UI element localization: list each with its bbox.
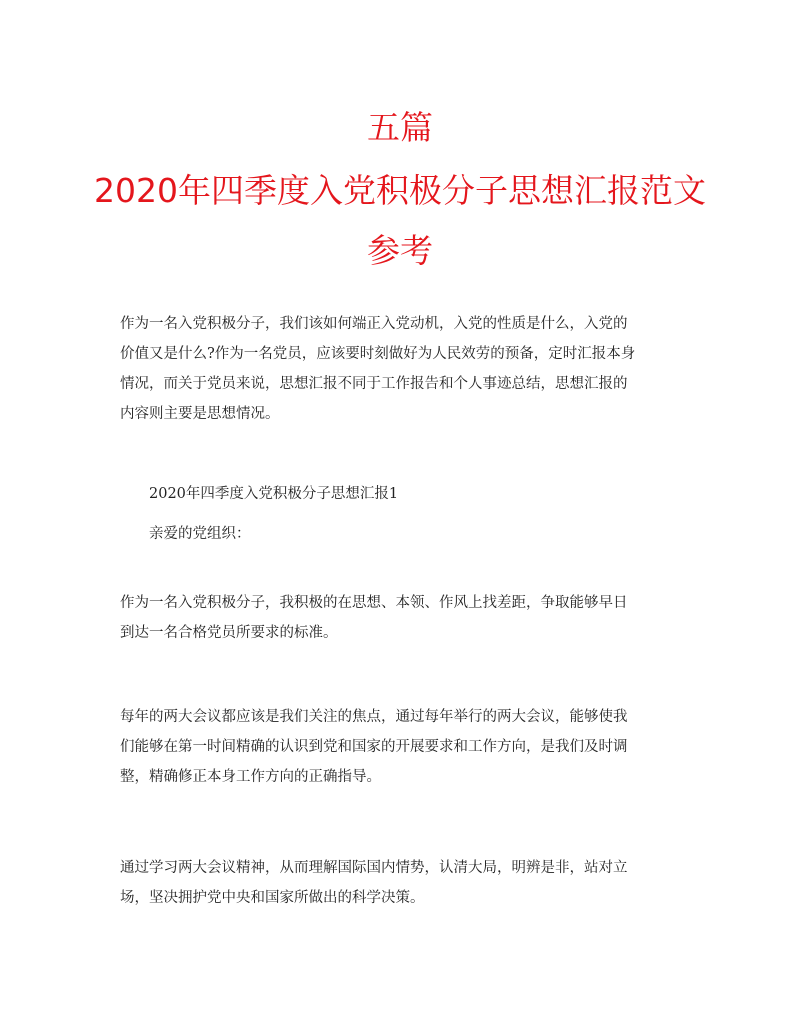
title-line-3: 参考 [367,231,433,270]
body-line: 到达一名合格党员所要求的标准。 [120,625,338,641]
intro-line: 价值又是什么?作为一名党员，应该要时刻做好为人民效劳的预备，定时汇报本身 [120,346,636,362]
intro-paragraph [120,309,690,429]
body-paragraph-1 [120,588,690,648]
body-line: 场，坚决拥护党中央和国家所做出的科学决策。 [120,890,425,906]
body-paragraph-2 [120,702,690,792]
body-line: 作为一名入党积极分子，我积极的在思想、本领、作风上找差距，争取能够早日 [120,595,628,611]
body-line: 们能够在第一时间精确的认识到党和国家的开展要求和工作方向，是我们及时调 [120,739,628,755]
body-line: 通过学习两大会议精神，从而理解国际国内情势，认清大局，明辨是非，站对立 [120,860,628,876]
body-line: 每年的两大会议都应该是我们关注的焦点，通过每年举行的两大会议，能够使我 [120,709,628,725]
intro-line: 内容则主要是思想情况。 [120,406,280,422]
body-paragraph-3 [120,853,690,913]
report-heading: 2020年四季度入党积极分子思想汇报1 [149,486,399,502]
body-line: 整，精确修正本身工作方向的正确指导。 [120,769,381,785]
title-line-1: 五篇 [367,108,433,147]
intro-line: 情况，而关于党员来说，思想汇报不同于工作报告和个人事迹总结，思想汇报的 [120,376,628,392]
intro-line: 作为一名入党积极分子，我们该如何端正入党动机，入党的性质是什么，入党的 [120,316,628,332]
title-line-2: 2020年四季度入党积极分子思想汇报范文 [94,171,706,210]
salutation: 亲爱的党组织： [149,526,251,542]
